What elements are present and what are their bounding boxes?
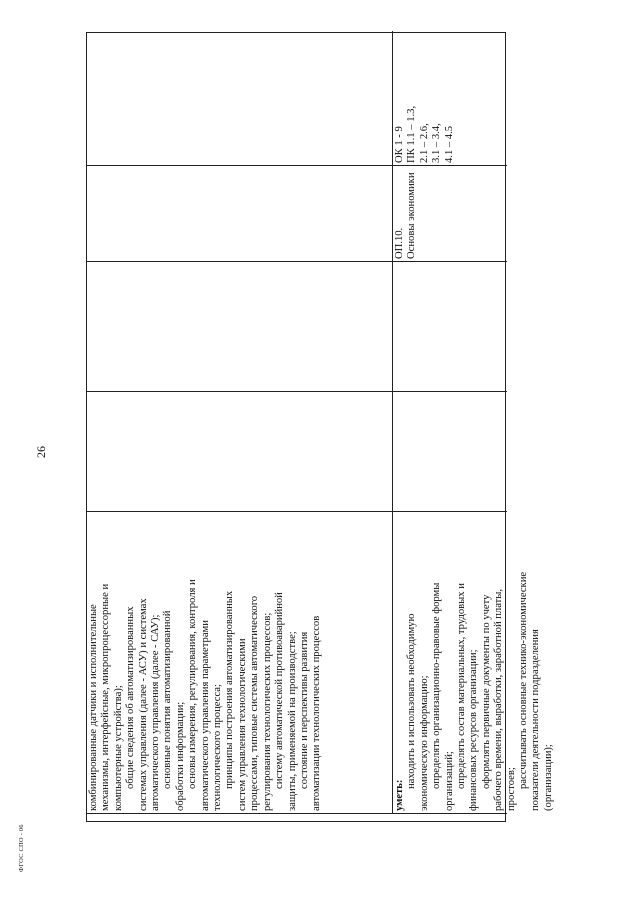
text-line: показатели деятельности подразделения (530, 629, 542, 811)
text-line: оформлять первичные документы по учету (480, 594, 492, 789)
text-line: организаций; (443, 751, 455, 811)
text-line: определять состав материальных, трудовых и (456, 583, 468, 789)
text-line: состояние и перспективы развития (298, 631, 310, 789)
text-line: рассчитывать основные технико-экономические (518, 571, 530, 789)
umet-label: уметь: (394, 779, 405, 811)
discipline-cell-row1 (87, 165, 393, 261)
text-line: систем управления технологическими (236, 638, 248, 811)
text-line: (организации); (542, 744, 554, 811)
content-cell-row1 (87, 511, 393, 813)
text-line: экономическую информацию; (418, 675, 430, 811)
text-line: автоматизации технологических процессов (311, 615, 323, 811)
text-line: общие сведения об автоматизированных (125, 606, 137, 789)
text-line: автоматического управления (далее - САУ); (150, 614, 162, 811)
text-line: систему автоматической противоаварийной (274, 592, 286, 789)
competency-item: 3.1 – 3.4, (431, 123, 443, 163)
competency-item: ОК 1 - 9 (394, 126, 405, 163)
text-line: компьютерные устройства); (112, 685, 124, 811)
discipline-code: ОП.10. (394, 227, 405, 259)
text-line: комбинированные датчики и исполнительные (88, 604, 99, 811)
text-line: технологического процесса; (212, 684, 224, 811)
text-line: процессами, типовые системы автоматического (249, 595, 261, 811)
text-line: основы измерения, регулирования, контроля и (187, 579, 199, 789)
text-line: финансовых ресурсов организации; (468, 649, 480, 811)
index-column (87, 813, 507, 821)
competency-cell-row2 (393, 31, 507, 165)
hours2-cell-row2 (393, 261, 507, 391)
curriculum-table (86, 32, 554, 822)
text-line: автоматического управления параметрами (199, 620, 211, 811)
text-line: принципы построения автоматизированных (224, 590, 236, 789)
competency-item: ПК 1.1 – 1.3, (406, 105, 418, 163)
hours2-cell-row1 (87, 261, 393, 391)
discipline-name: Основы экономики (406, 172, 418, 259)
text-line: системах управления (далее - АСУ) и системах (137, 598, 149, 811)
text-line: основные понятия автоматизированной (162, 610, 174, 789)
row2-lines (406, 514, 555, 811)
text-line: простоев; (505, 767, 517, 811)
hours-cell-row2 (393, 391, 507, 511)
hours-cell-row1 (87, 391, 393, 511)
content-cell-row2 (393, 511, 554, 813)
competency-item: 2.1 – 2.6, (418, 123, 430, 163)
discipline-cell-row2 (393, 165, 507, 261)
text-line: находить и использовать необходимую (406, 613, 418, 789)
text-line: регулирования технологических процессов; (261, 612, 273, 811)
text-line: рабочего времени, выработки, заработной платы, (493, 588, 505, 811)
text-line: защиты, применяемой на производстве; (286, 631, 298, 811)
footer-code: ФГОС СПО - 06 (18, 824, 25, 872)
text-line: механизмы, интерфейсные, микропроцессорные и (100, 583, 112, 811)
rotated-table-frame (86, 32, 554, 822)
text-line: определять организационно-правовые формы (431, 582, 443, 789)
text-line: обработки информации; (174, 701, 186, 811)
competency-cell-row1 (87, 31, 393, 165)
competency-item: 4.1 – 4.5 (443, 125, 455, 163)
page-number: 26 (34, 446, 48, 458)
